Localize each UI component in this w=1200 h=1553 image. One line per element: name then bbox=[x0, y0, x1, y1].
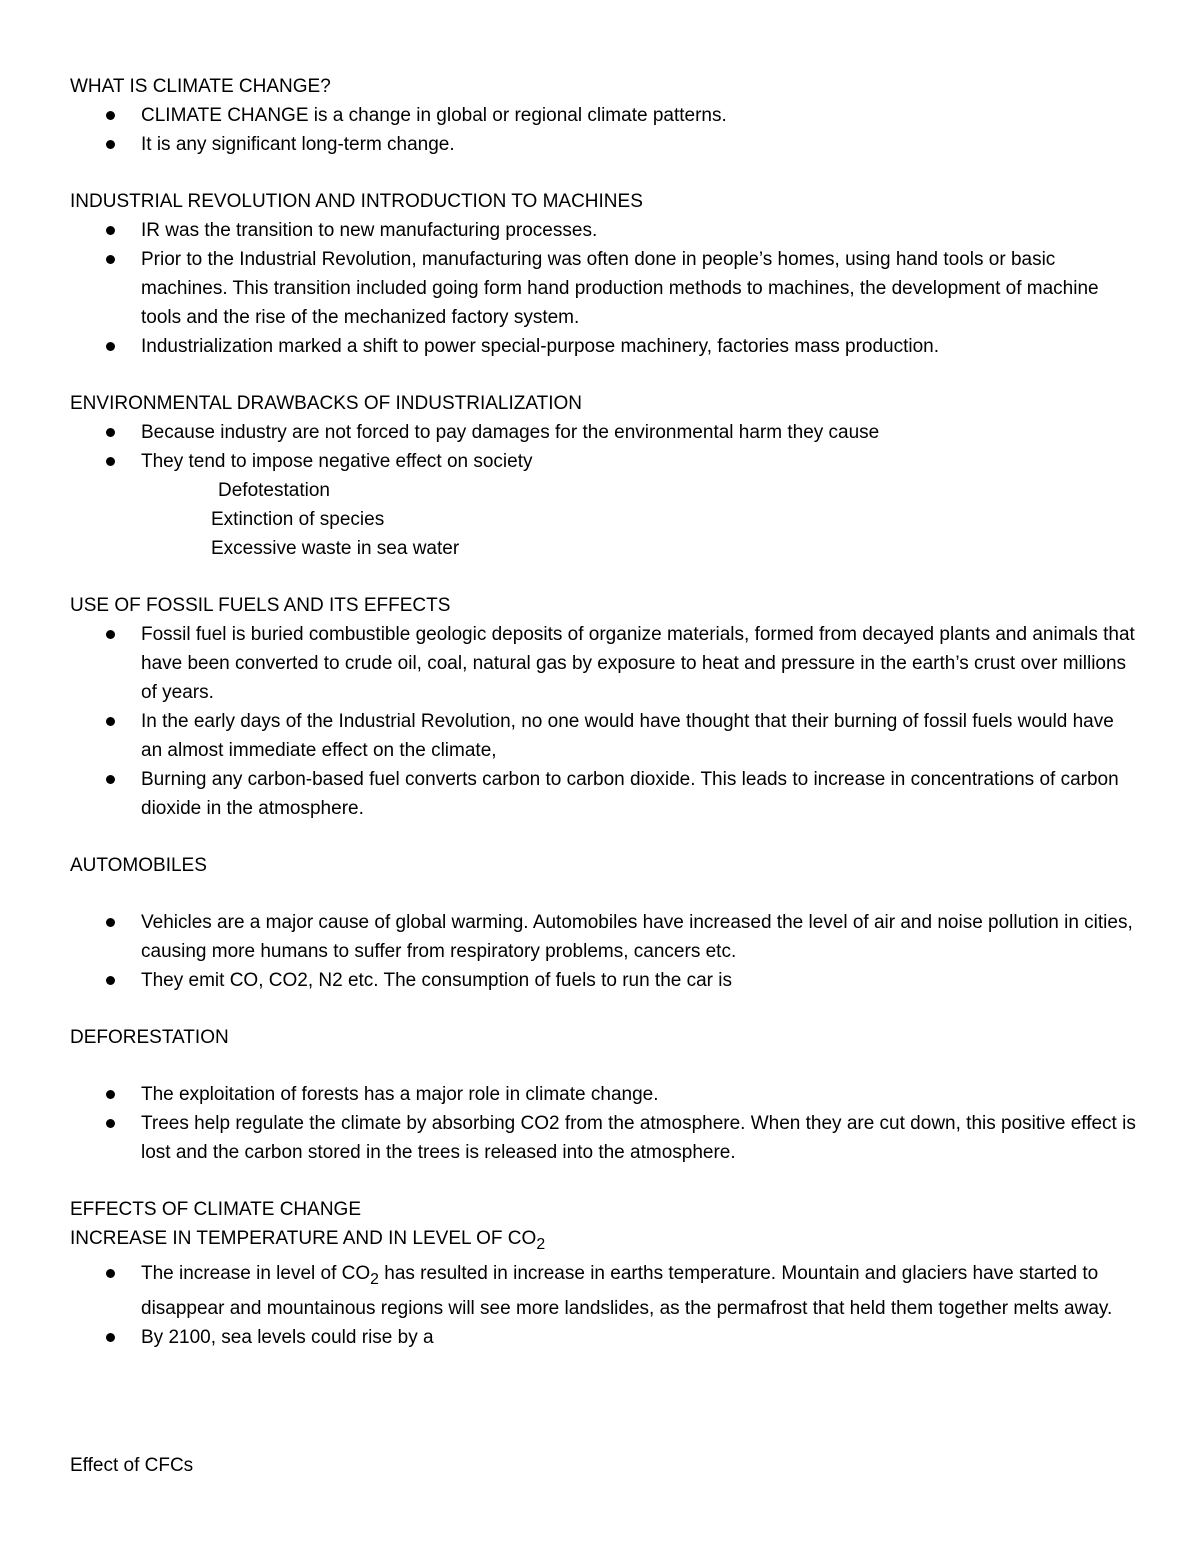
section-deforestation bbox=[70, 1023, 1140, 1167]
list-item: Prior to the Industrial Revolution, manufacturing was often done in people’s homes, using hand tools or basic machines. This transition included going form hand production methods to machines, the development of machine tools and the rise of the mechanized factory system. bbox=[70, 245, 1140, 332]
list-item: Fossil fuel is buried combustible geologic deposits of organize materials, formed from decayed plants and animals that have been converted to crude oil, coal, natural gas by exposure to heat and pressure in the earth’s crust over millions of years. bbox=[70, 620, 1140, 707]
bullet-icon bbox=[106, 140, 115, 149]
list-item: The increase in level of $CO_2$ has resulted in increase in earths temperature. Mountain and glaciers have started to disappear and mountainous regions will see more landslides, as the permafrost that held them together melts away. bbox=[70, 1259, 1140, 1323]
bullet-list bbox=[70, 216, 1140, 361]
section-what-is-climate-change bbox=[70, 72, 1140, 159]
bullet-icon bbox=[106, 428, 115, 437]
bullet-list bbox=[70, 620, 1140, 823]
section-heading: AUTOMOBILES bbox=[70, 855, 207, 876]
list-item: In the early days of the Industrial Revolution, no one would have thought that their burning of fossil fuels would have an almost immediate effect on the climate, bbox=[70, 707, 1140, 765]
list-item: Vehicles are a major cause of global warming. Automobiles have increased the level of air and noise pollution in cities, causing more humans to suffer from respiratory problems, cancers etc. bbox=[70, 908, 1140, 966]
list-item: Industrialization marked a shift to power special-purpose machinery, factories mass production. bbox=[70, 332, 1140, 361]
sub-list-item: Defotestation bbox=[218, 480, 330, 501]
list-item: They tend to impose negative effect on society bbox=[70, 447, 1140, 476]
section-heading: EFFECTS OF CLIMATE CHANGE bbox=[70, 1199, 362, 1220]
section-subheading: INCREASE IN TEMPERATURE AND IN LEVEL OF $CO_2$ bbox=[70, 1228, 546, 1253]
sub-list bbox=[70, 476, 1140, 563]
section-environmental-drawbacks bbox=[70, 389, 1140, 563]
bullet-icon bbox=[106, 1269, 115, 1278]
list-item: The exploitation of forests has a major role in climate change. bbox=[70, 1080, 1140, 1109]
section-heading: ENVIRONMENTAL DRAWBACKS OF INDUSTRIALIZATION bbox=[70, 393, 582, 414]
bullet-icon bbox=[106, 1119, 115, 1128]
bullet-icon bbox=[106, 111, 115, 120]
list-item: By 2100, sea levels could rise by a bbox=[70, 1323, 1140, 1352]
bullet-icon bbox=[106, 918, 115, 927]
section-heading: DEFORESTATION bbox=[70, 1027, 229, 1048]
section-automobiles bbox=[70, 851, 1140, 995]
footer-heading: Effect of CFCs bbox=[70, 1455, 194, 1476]
list-item: Burning any carbon-based fuel converts carbon to carbon dioxide. This leads to increase in concentrations of carbon dioxide in the atmosphere. bbox=[70, 765, 1140, 823]
bullet-icon bbox=[106, 630, 115, 639]
list-item: IR was the transition to new manufacturing processes. bbox=[70, 216, 1140, 245]
section-heading: INDUSTRIAL REVOLUTION AND INTRODUCTION TO MACHINES bbox=[70, 191, 643, 212]
sub-list-item: Extinction of species bbox=[211, 509, 385, 530]
bullet-icon bbox=[106, 717, 115, 726]
bullet-icon bbox=[106, 976, 115, 985]
bullet-icon bbox=[106, 1333, 115, 1342]
bullet-icon bbox=[106, 775, 115, 784]
list-item: Because industry are not forced to pay damages for the environmental harm they cause bbox=[70, 418, 1140, 447]
bullet-list bbox=[70, 101, 1140, 159]
bullet-list bbox=[70, 1080, 1140, 1167]
section-industrial-revolution bbox=[70, 187, 1140, 361]
sub-list-item: Excessive waste in sea water bbox=[211, 538, 460, 559]
list-item: CLIMATE CHANGE is a change in global or regional climate patterns. bbox=[70, 101, 1140, 130]
section-heading: WHAT IS CLIMATE CHANGE? bbox=[70, 76, 331, 97]
bullet-list bbox=[70, 418, 1140, 476]
bullet-icon bbox=[106, 457, 115, 466]
bullet-icon bbox=[106, 342, 115, 351]
bullet-icon bbox=[106, 226, 115, 235]
section-effects-of-climate-change bbox=[70, 1195, 1140, 1352]
section-heading: USE OF FOSSIL FUELS AND ITS EFFECTS bbox=[70, 595, 451, 616]
list-item: Trees help regulate the climate by absorbing CO2 from the atmosphere. When they are cut down, this positive effect is lost and the carbon stored in the trees is released into the atmosphere. bbox=[70, 1109, 1140, 1167]
bullet-list bbox=[70, 1259, 1140, 1352]
bullet-list bbox=[70, 908, 1140, 995]
list-item: They emit CO, CO2, N2 etc. The consumption of fuels to run the car is bbox=[70, 966, 1140, 995]
section-fossil-fuels bbox=[70, 591, 1140, 823]
bullet-icon bbox=[106, 255, 115, 264]
bullet-icon bbox=[106, 1090, 115, 1099]
list-item: It is any significant long-term change. bbox=[70, 130, 1140, 159]
